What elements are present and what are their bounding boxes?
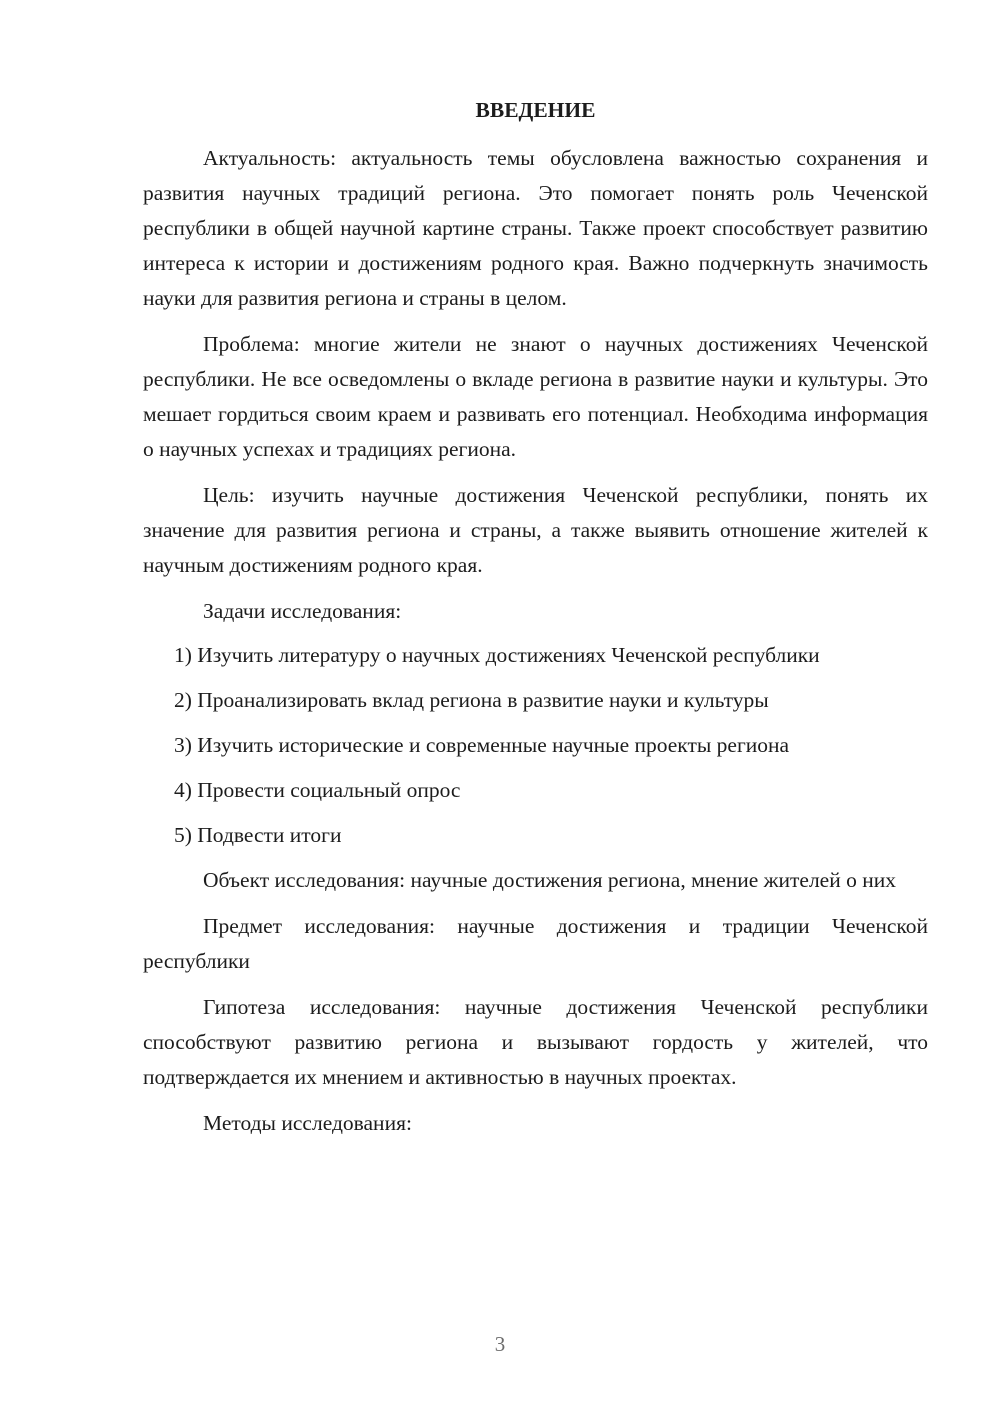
task-item-2: 2) Проанализировать вклад региона в развитие науки и культуры <box>174 688 769 712</box>
paragraph-object: Объект исследования: научные достижения региона, мнение жителей о них <box>203 868 896 892</box>
paragraph-hypothesis: Гипотеза исследования: научные достижения Чеченской республики способствуют развитию региона и вызывают гордость у жителей, что подтверждается их мнением и активностью в научных проектах. <box>143 995 928 1089</box>
task-item-5: 5) Подвести итоги <box>174 823 342 847</box>
task-item-4: 4) Провести социальный опрос <box>174 778 461 802</box>
paragraph-methods: Методы исследования: <box>203 1111 412 1135</box>
paragraph-problem: Проблема: многие жители не знают о научных достижениях Чеченской республики. Не все осведомлены о вкладе региона в развитие науки и культуры. Это мешает гордиться своим краем и развивать его потенциал. Необходима информация о научных успехах и традициях региона. <box>143 332 928 461</box>
paragraph-subject: Предмет исследования: научные достижения и традиции Чеченской республики <box>143 914 928 973</box>
paragraph-relevance: Актуальность: актуальность темы обусловлена важностью сохранения и развития научных традиций региона. Это помогает понять роль Чеченской республики в общей научной картине страны. Также проект способствует развитию интереса к истории и достижениям родного края. Важно подчеркнуть значимость науки для развития региона и страны в целом. <box>143 146 928 310</box>
section-title: ВВЕДЕНИЕ <box>475 98 596 122</box>
task-item-1: 1) Изучить литературу о научных достижениях Чеченской республики <box>174 643 820 667</box>
paragraph-goal: Цель: изучить научные достижения Чеченской республики, понять их значение для развития региона и страны, а также выявить отношение жителей к научным достижениям родного края. <box>143 483 928 577</box>
paragraph-tasks-heading: Задачи исследования: <box>203 599 402 623</box>
page-number: 3 <box>494 1332 506 1356</box>
document-page <box>143 93 928 1152</box>
task-item-3: 3) Изучить исторические и современные научные проекты региона <box>174 733 790 757</box>
